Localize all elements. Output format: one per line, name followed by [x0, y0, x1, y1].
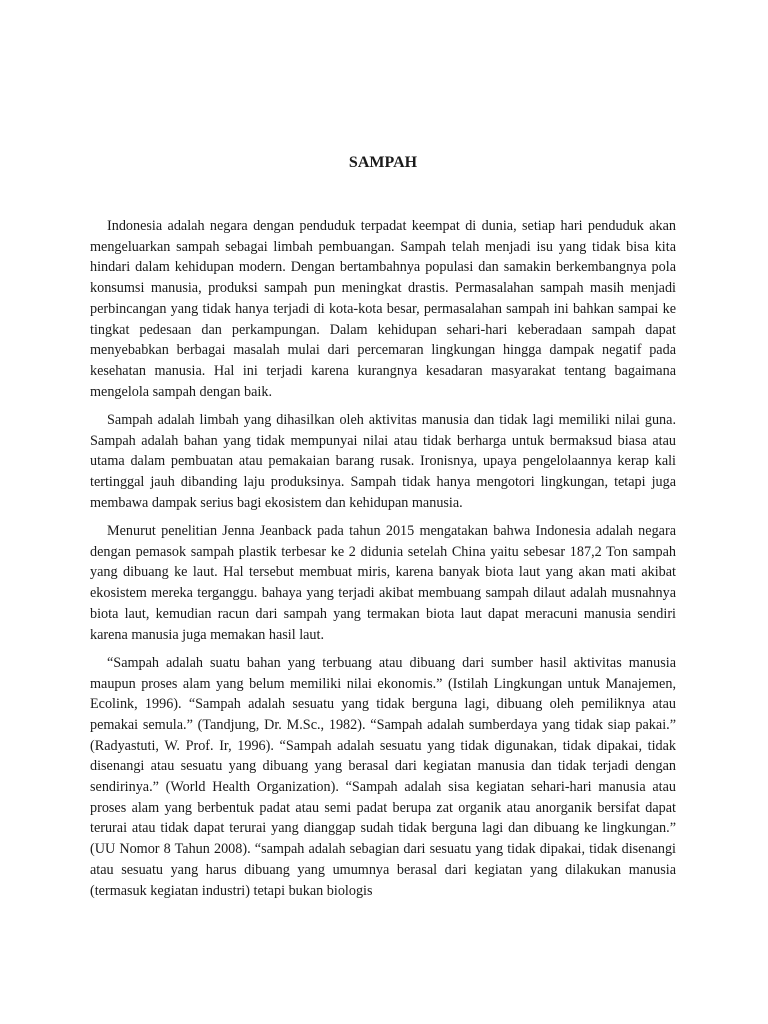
paragraph-3: Menurut penelitian Jenna Jeanback pada tahun 2015 mengatakan bahwa Indonesia adalah negara dengan pemasok sampah plastik terbesar ke 2 didunia setelah China yaitu sebesar 187,2 Ton sampah yang dibuang ke laut. Hal tersebut membuat miris, karena banyak biota laut yang akan mati akibat ekosistem mereka terganggu. bahaya yang terjadi akibat membuang sampah dilaut adalah musnahnya biota laut, kemudian racun dari sampah yang termakan biota laut dapat meracuni manusia sendiri karena manusia juga memakan hasil laut.	[90, 523, 676, 643]
document-body	[90, 216, 676, 909]
paragraph-4: “Sampah adalah suatu bahan yang terbuang atau dibuang dari sumber hasil aktivitas manusia maupun proses alam yang belum memiliki nilai ekonomis.” (Istilah Lingkungan untuk Manajemen, Ecolink, 1996). “Sampah adalah sesuatu yang tidak berguna lagi, dibuang oleh pemiliknya atau pemakai semula.” (Tandjung, Dr. M.Sc., 1982). “Sampah adalah sumberdaya yang tidak siap pakai.” (Radyastuti, W. Prof. Ir, 1996). “Sampah adalah sesuatu yang tidak digunakan, tidak dipakai, tidak disenangi atau sesuatu yang dibuang yang berasal dari kegiatan manusia dan tidak terjadi dengan sendirinya.” (World Health Organization). “Sampah adalah sisa kegiatan sehari-hari manusia atau proses alam yang berbentuk padat atau semi padat berupa zat organik atau anorganik bersifat dapat terurai atau tidak dapat terurai yang dianggap sudah tidak berguna lagi dan dibuang ke lingkungan.” (UU Nomor 8 Tahun 2008). “sampah adalah sebagian dari sesuatu yang tidak dipakai, tidak disenangi atau sesuatu yang harus dibuang yang umumnya berasal dari kegiatan yang dilakukan manusia (termasuk kegiatan industri) tetapi bukan biologis	[90, 654, 676, 899]
paragraph-1: Indonesia adalah negara dengan penduduk terpadat keempat di dunia, setiap hari penduduk akan mengeluarkan sampah sebagai limbah pembuangan. Sampah telah menjadi isu yang tidak bisa kita hindari dalam kehidupan modern. Dengan bertambahnya populasi dan samakin berkembangnya pola konsumsi manusia, produksi sampah pun meningkat drastis. Permasalahan sampah masih menjadi perbincangan yang tidak hanya terjadi di kota-kota besar, permasalahan sampah ini bahkan sampai ke tingkat pedesaan dan perkampungan. Dalam kehidupan sehari-hari keberadaan sampah dapat menyebabkan berbagai masalah mulai dari percemaran lingkungan hingga dampak negatif pada kesehatan manusia. Hal ini terjadi karena kurangnya kesadaran masyarakat tentang bagaimana mengelola sampah dengan baik.	[90, 218, 676, 400]
document-title: SAMPAH	[348, 154, 418, 171]
paragraph-2: Sampah adalah limbah yang dihasilkan oleh aktivitas manusia dan tidak lagi memiliki nilai guna. Sampah adalah bahan yang tidak mempunyai nilai atau tidak berharga untuk bermaksud biasa atau utama dalam pembuatan atau pemakaian barang rusak. Ironisnya, upaya pengelolaannya kerap kali tertinggal jauh dibanding laju produksinya. Sampah tidak hanya mengotori lingkungan, tetapi juga membawa dampak serius bagi ekosistem dan kehidupan manusia.	[90, 411, 676, 511]
